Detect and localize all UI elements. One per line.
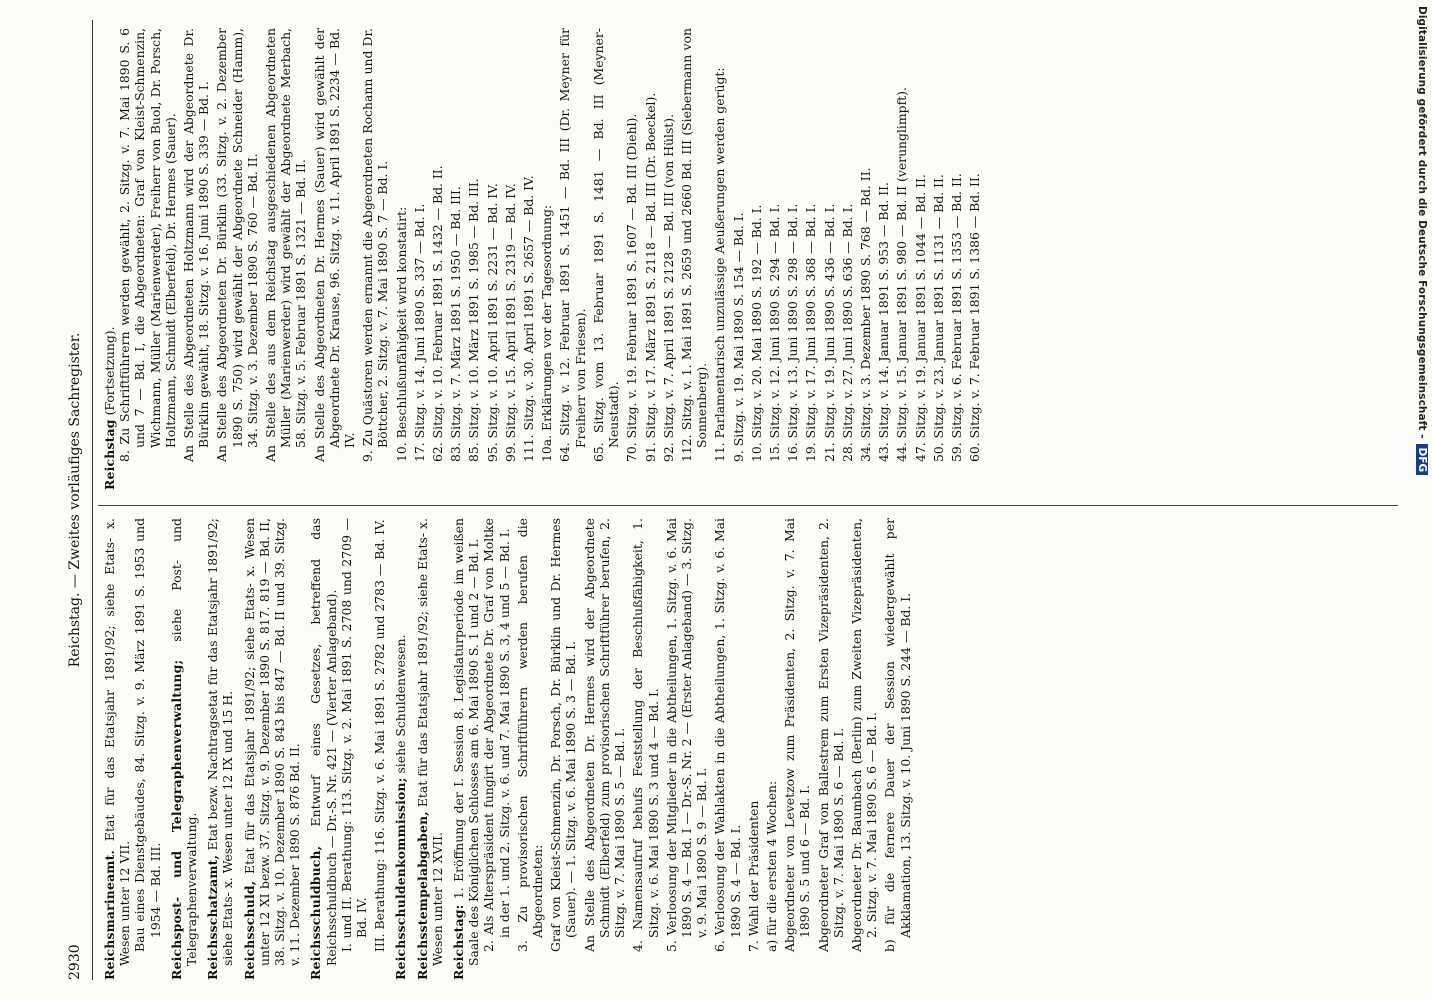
entry-first-line: Etat für das Etatsjahr 1891/92; siehe Etats- x. Wesen unter 12 VII. (102, 518, 133, 966)
entry-heading: Reichsschuldenkommission; (393, 777, 409, 980)
entry-heading: Reichsschuldbuch, (308, 845, 324, 980)
entry-line: 10a. Erklärungen vor der Tagesordnung: (539, 204, 555, 462)
entry-line: 4. Namensaufruf behufs Feststellung der Beschlußfähigkeit, 1. Sitzg. v. 6. Mai 1890 S. 3 und 4 — Bd. I. (630, 518, 661, 952)
entry-line: 3. Zu provisorischen Schriftführern werden berufen die Abgeordneten: (514, 518, 546, 952)
entry-line: 60. Sitzg. v. 7. Februar 1891 S. 1386 — Bd. II. (967, 173, 983, 462)
entry-line: 9. Zu Quästoren werden ernannt die Abgeordneten Rochann und Dr. Böttcher, 2. Sitzg. v. 7. Mai 1890 S. 7 — Bd. I. (360, 28, 391, 462)
index-entry (102, 518, 163, 980)
entry-line: 85. Sitzg. v. 10. März 1891 S. 1985 — Bd. III. (466, 178, 482, 462)
rotated-index-page (68, 20, 1408, 980)
entry-heading: Reichsmarineamt. (102, 849, 117, 980)
index-entry (308, 518, 387, 980)
entry-line: 62. Sitzg. v. 10. Februar 1891 S. 1432 — Bd. II. (430, 165, 446, 462)
entry-line: An Stelle des Abgeordneten Dr. Hermes (Sauer) wird gewählt der Abgeordnete Dr. Krause, 96. Sitzg. v. 11. April 1891 S. 2234 — Bd. IV. (311, 28, 358, 462)
entry-line: 59. Sitzg. v. 6. Februar 1891 S. 1353 — Bd. II. (948, 173, 964, 462)
entry-line: 28. Sitzg. v. 27. Juni 1890 S. 636 — Bd. I. (839, 203, 855, 462)
entry-heading: Reichsschuld, (241, 880, 257, 980)
column-rule (98, 505, 1398, 506)
entry-line: Bau eines Dienstgebäudes, 84. Sitzg. v. 9. März 1891 S. 1953 und 1954 — Bd. III. (132, 518, 163, 952)
entry-line: 44. Sitzg. v. 15. Januar 1891 S. 980 — Bd. II (verunglimpft). (894, 87, 910, 462)
entry-line: 10. Sitzg. v. 20. Mai 1890 S. 192 — Bd. I. (748, 204, 764, 462)
entry-line: III. Berathung: 116. Sitzg. v. 6. Mai 1891 S. 2782 und 2783 — Bd. IV. (372, 519, 388, 952)
dfg-logo: DFG (1416, 444, 1428, 475)
entry-line: Abgeordneter Graf von Ballestrem zum Ersten Vizepräsidenten, 2. Sitzg. v. 7. Mai 1890 S. 6 — Bd. I. (815, 518, 846, 952)
entry-first-line: siehe Schuldenwesen. (393, 634, 409, 774)
entry-line: 65. Sitzg. vom 13. Februar 1891 S. 1481 — Bd. III (Meyner-Neustadt). (590, 28, 622, 462)
entry-line: Abgeordneter Dr. Baumbach (Berlin) zum Zweiten Vizepräsidenten, 2. Sitzg. v. 7. Mai 1890 S. 6 — Bd. I. (848, 518, 880, 952)
entry-line: 70. Sitzg. v. 19. Februar 1891 S. 1607 — Bd. III (Diehl). (624, 113, 640, 462)
entry-line: 43. Sitzg. v. 14. Januar 1891 S. 953 — Bd. II. (876, 182, 892, 462)
entry-line: 99. Sitzg. v. 15. April 1891 S. 2319 — Bd. IV. (502, 183, 518, 462)
entry-line: An Stelle des Abgeordneten Dr. Hermes wird der Abgeordnete Schmidt (Elberfeld) zum provisorischen Schriftführer berufen, 2. Sitzg. v. 7. Mai 1890 S. 5 — Bd. I. (581, 518, 628, 952)
entry-line: 16. Sitzg. v. 13. Juni 1890 S. 298 — Bd. I. (785, 203, 801, 462)
entry-line: b) für die fernere Dauer der Session wiedergewählt per Akklamation, 13. Sitzg. v. 10. Juni 1890 S. 244 — Bd. I. (882, 518, 913, 952)
entry-heading: Reichstag (102, 419, 117, 490)
index-entry (451, 518, 913, 980)
page-number: 2930 (67, 944, 83, 980)
entry-first-line: Entwurf eines Gesetzes, betreffend das Reichsschuldbuch — Dr.-S. Nr. 421 — (Vierter Anlageband). (308, 518, 339, 966)
entry-line: I. und II. Berathung: 113. Sitzg. v. 2. Mai 1891 S. 2708 und 2709 — Bd. IV. (338, 518, 370, 952)
index-entry (242, 518, 303, 980)
entry-line: 21. Sitzg. v. 19. Juni 1890 S. 436 — Bd. I. (821, 203, 837, 462)
entry-line: 83. Sitzg. v. 7. März 1891 S. 1950 — Bd. III. (448, 186, 464, 462)
entry-first-line: Etat für das Etatsjahr 1891/92; siehe Etats- x. Wesen unter 12 XI bezw. 37. Sitzg. v. 9. Dezember 1890 S. 817. 819 — Bd. II, 38. Sitzg. v. 10. Dezember 1890 S. 843 bis 847 — Bd. II und 39. Sitzg. v. 11. Dezember 1890 S. 876 Bd. II. (241, 518, 303, 966)
entry-line: 111. Sitzg. v. 30. April 1891 S. 2657 — Bd. IV. (521, 175, 537, 462)
entry-line: 15. Sitzg. v. 12. Juni 1890 S. 294 — Bd. I. (766, 203, 782, 462)
entry-line: 47. Sitzg. v. 19. Januar 1891 S. 1044 — Bd. II. (912, 174, 928, 462)
entry-heading: Reichsschatzamt, (205, 854, 221, 980)
entry-line: 95. Sitzg. v. 10. April 1891 S. 2231 — Bd. IV. (484, 183, 500, 462)
funding-note (1410, 6, 1428, 996)
entry-line: 2. Als Alterspräsident fungirt der Abgeordnete Dr. Graf von Moltke in der 1. und 2. Sitzg. v. 6. und 7. Mai 1890 S. 3, 4 und 5 — Bd. I. (481, 518, 512, 952)
funding-side-label (1410, 0, 1432, 1000)
entry-line: 50. Sitzg. v. 23. Januar 1891 S. 1131 — Bd. II. (930, 174, 946, 462)
index-entry (205, 518, 235, 980)
entry-line: 34. Sitzg. v. 3. Dezember 1890 S. 768 — Bd. II. (857, 167, 873, 462)
entry-line: 7. Wahl der Präsidenten (745, 800, 761, 952)
entry-line: An Stelle des Abgeordneten Holtzmann wird der Abgeordnete Dr. Bürklin gewählt, 18. Sitzg. v. 16. Juni 1890 S. 339 — Bd. I. (181, 28, 212, 462)
right-column (102, 28, 988, 490)
entry-line: 8. Zu Schriftführern werden gewählt, 2. Sitzg. v. 7. Mai 1890 S. 6 und 7 — Bd. I, die Abgeordneten: Graf von Kleist-Schmenzin, Wichmann, Müller (Marienwerder), Freiherr von Buol, Dr. Porsch, Holtzmann, Schmidt (Elberfeld), Dr. Hermes (Sauer). (117, 28, 178, 462)
entry-first-line: Etat für das Etatsjahr 1891/92; siehe Etats- x. Wesen unter 12 XVII. (414, 518, 445, 966)
entry-line: 5. Verloosung der Mitglieder in die Abtheilungen, 1. Sitzg. v. 6. Mai 1890 S. 4 — Bd. I — Dr.-S. Nr. 2 — (Erster Anlageband) — 3. Sitzg. v. 9. Mai 1890 S. 9 — Bd. I. (663, 518, 710, 952)
running-title: Reichstag. — Zweites vorläufiges Sachregister. (67, 332, 83, 668)
entry-line: 19. Sitzg. v. 17. Juni 1890 S. 368 — Bd. I. (803, 203, 819, 462)
index-entry (169, 518, 199, 980)
header-rule (92, 20, 93, 980)
entry-line: 9. Sitzg. v. 19. Mai 1890 S. 154 — Bd. I. (730, 212, 746, 462)
entry-line: An Stelle des Abgeordneten Dr. Bürklin (33. Sitzg. v. 2. Dezember 1890 S. 750) wird gewählt der Abgeordnete Schneider (Hamm), 34. Sitzg. v. 3. Dezember 1890 S. 760 — Bd. II. (214, 28, 260, 462)
entry-line: 92. Sitzg. v. 7. April 1891 S. 2128 — Bd. III (von Hülst). (660, 113, 676, 462)
entry-heading: Reichstag: (451, 904, 467, 980)
entry-line: 6. Verloosung der Wahlakten in die Abtheilungen, 1. Sitzg. v. 6. Mai 1890 S. 4 — Bd. I. (712, 518, 743, 952)
entry-heading: Reichspost- und Telegraphenverwaltung; (168, 659, 184, 980)
funding-text: Digitalisierung gefördert durch die Deutsche Forschungsgemeinschaft - (1416, 6, 1428, 439)
index-entry (393, 518, 408, 980)
entry-first-line: (Fortsetzung). (102, 326, 117, 416)
entry-line: a) für die ersten 4 Wochen: (763, 780, 779, 952)
entry-first-line: 1. Eröffnung der I. Session 8. Legislaturperiode im weißen Saale des Königlichen Schlosses am 6. Mai 1890 S. 1 und 2 — Bd. I. (451, 518, 482, 966)
index-entry (102, 28, 982, 490)
entry-line: 10. Beschlußunfähigkeit wird konstatirt: (393, 206, 409, 462)
page-header (68, 20, 88, 980)
entry-line: 112. Sitzg. v. 1. Mai 1891 S. 2659 und 2660 Bd. III (Siebermann von Sonnenberg). (678, 28, 710, 462)
entry-first-line: siehe Post- und Telegraphenverwaltung. (168, 518, 200, 966)
entry-first-line: Etat bezw. Nachtragsetat für das Etatsjahr 1891/92; siehe Etats- x. Wesen unter 12 IX und 15 H. (205, 518, 236, 966)
entry-line: 17. Sitzg. v. 14. Juni 1890 S. 337 — Bd. I. (411, 203, 427, 462)
entry-line: An Stelle des aus dem Reichstag ausgeschiedenen Abgeordneten Müller (Marienwerder) wird gewählt der Abgeordnete Merbach, 58. Sitzg. v. 5. Februar 1891 S. 1321 — Bd. II. (263, 28, 309, 462)
left-column (102, 518, 919, 980)
entry-line: 64. Sitzg. v. 12. Februar 1891 S. 1451 — Bd. III (Dr. Meyner für Freiherr von Friesen). (557, 28, 588, 462)
entry-line: Abgeordneter von Levetzow zum Präsidenten, 2. Sitzg. v. 7. Mai 1890 S. 5 und 6 — Bd. I. (782, 518, 813, 952)
entry-line: 11. Parlamentarisch unzulässige Aeußerungen werden gerügt: (712, 67, 728, 462)
entry-line: 91. Sitzg. v. 17. März 1891 S. 2118 — Bd. III (Dr. Boeckel). (642, 92, 658, 462)
entry-heading: Reichsstempelabgaben, (414, 811, 430, 980)
entry-line: Graf von Kleist-Schmenzin, Dr. Porsch, Dr. Bürklin und Dr. Hermes (Sauer). — 1. Sitzg. v. 6. Mai 1890 S. 3 — Bd. I. (548, 518, 579, 952)
index-entry (415, 518, 445, 980)
